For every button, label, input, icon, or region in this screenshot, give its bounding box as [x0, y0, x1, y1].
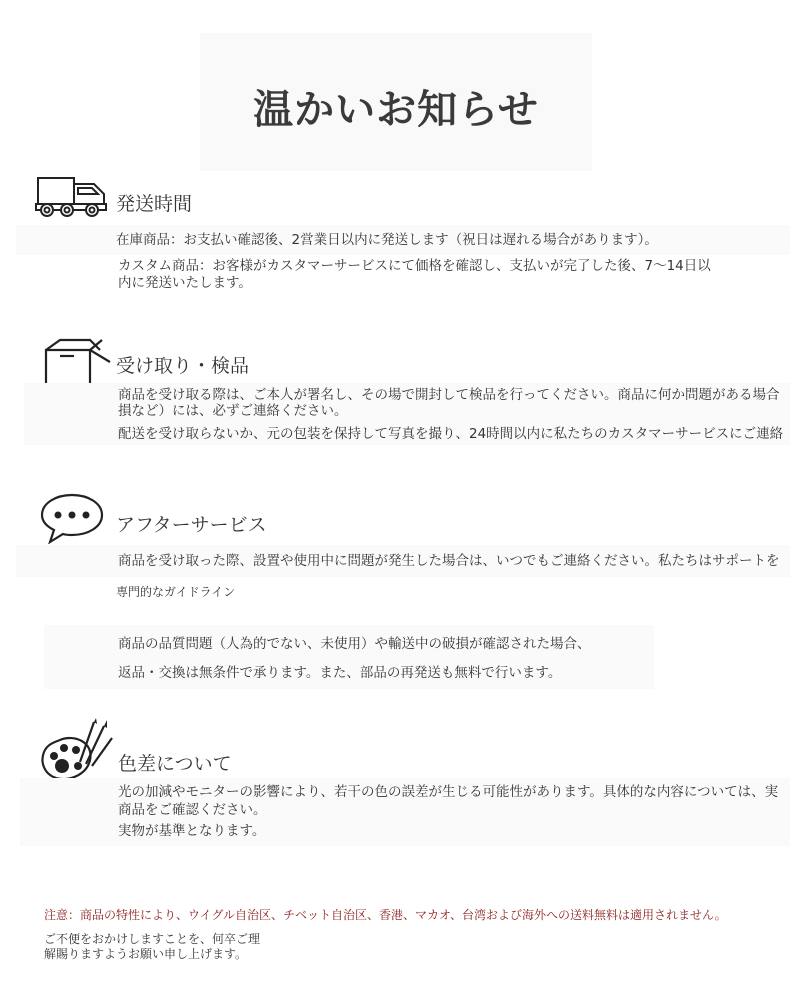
color-line-2: 商品をご確認ください。 — [118, 802, 267, 818]
section-heading-color: 色差について — [118, 753, 232, 775]
receiving-line-2: 損など）には、必ずご連絡ください。 — [118, 403, 348, 419]
section-heading-aftersales: アフターサービス — [116, 514, 267, 536]
receiving-line-3: 配送を受け取らないか、元の包装を保持して写真を撮り、24時間以内に私たちのカスタマーサービスにご連絡 — [118, 426, 784, 442]
page-title: 温かいお知らせ — [253, 87, 539, 133]
paint-palette-icon — [40, 716, 116, 786]
delivery-truck-icon — [34, 174, 110, 220]
section-heading-receiving: 受け取り・検品 — [116, 355, 250, 377]
receiving-line-1: 商品を受け取る際は、ご本人が署名し、その場で開封して検品を行ってください。商品に何か問題がある場合 — [118, 387, 780, 403]
chat-bubble-icon — [40, 492, 106, 544]
aftersales-line-3: 商品の品質問題（人為的でない、未使用）や輸送中の破損が確認された場合、 — [118, 636, 591, 652]
shipping-line-3: 内に発送いたします。 — [118, 275, 252, 291]
closing-line-2: 解賜りますようお願い申し上げます。 — [44, 947, 248, 961]
shipping-line-2: カスタム商品：お客様がカスタマーサービスにて価格を確認し、支払いが完了した後、7〜14日以 — [118, 258, 711, 274]
section-heading-shipping: 発送時間 — [116, 193, 193, 215]
aftersales-line-4: 返品・交換は無条件で承ります。また、部品の再発送も無料で行います。 — [118, 665, 562, 681]
closing-message — [44, 932, 260, 962]
aftersales-line-1: 商品を受け取った際、設置や使用中に問題が発生した場合は、いつでもご連絡ください。私たちはサポートを — [118, 553, 780, 569]
shipping-notice: 注意：商品の特性により、ウイグル自治区、チベット自治区、香港、マカオ、台湾および海外への送料無料は適用されません。 — [44, 908, 727, 922]
closing-line-1: ご不便をおかけしますことを、何卒ご理 — [44, 932, 261, 946]
color-line-1: 光の加減やモニターの影響により、若干の色の誤差が生じる可能性があります。具体的な内容については、実 — [118, 784, 779, 800]
shipping-line-1: 在庫商品：お支払い確認後、2営業日以内に発送します（祝日は遅れる場合があります）。 — [116, 232, 658, 248]
color-line-3: 実物が基準となります。 — [118, 823, 266, 839]
aftersales-line-2: 専門的なガイドライン — [116, 585, 236, 599]
